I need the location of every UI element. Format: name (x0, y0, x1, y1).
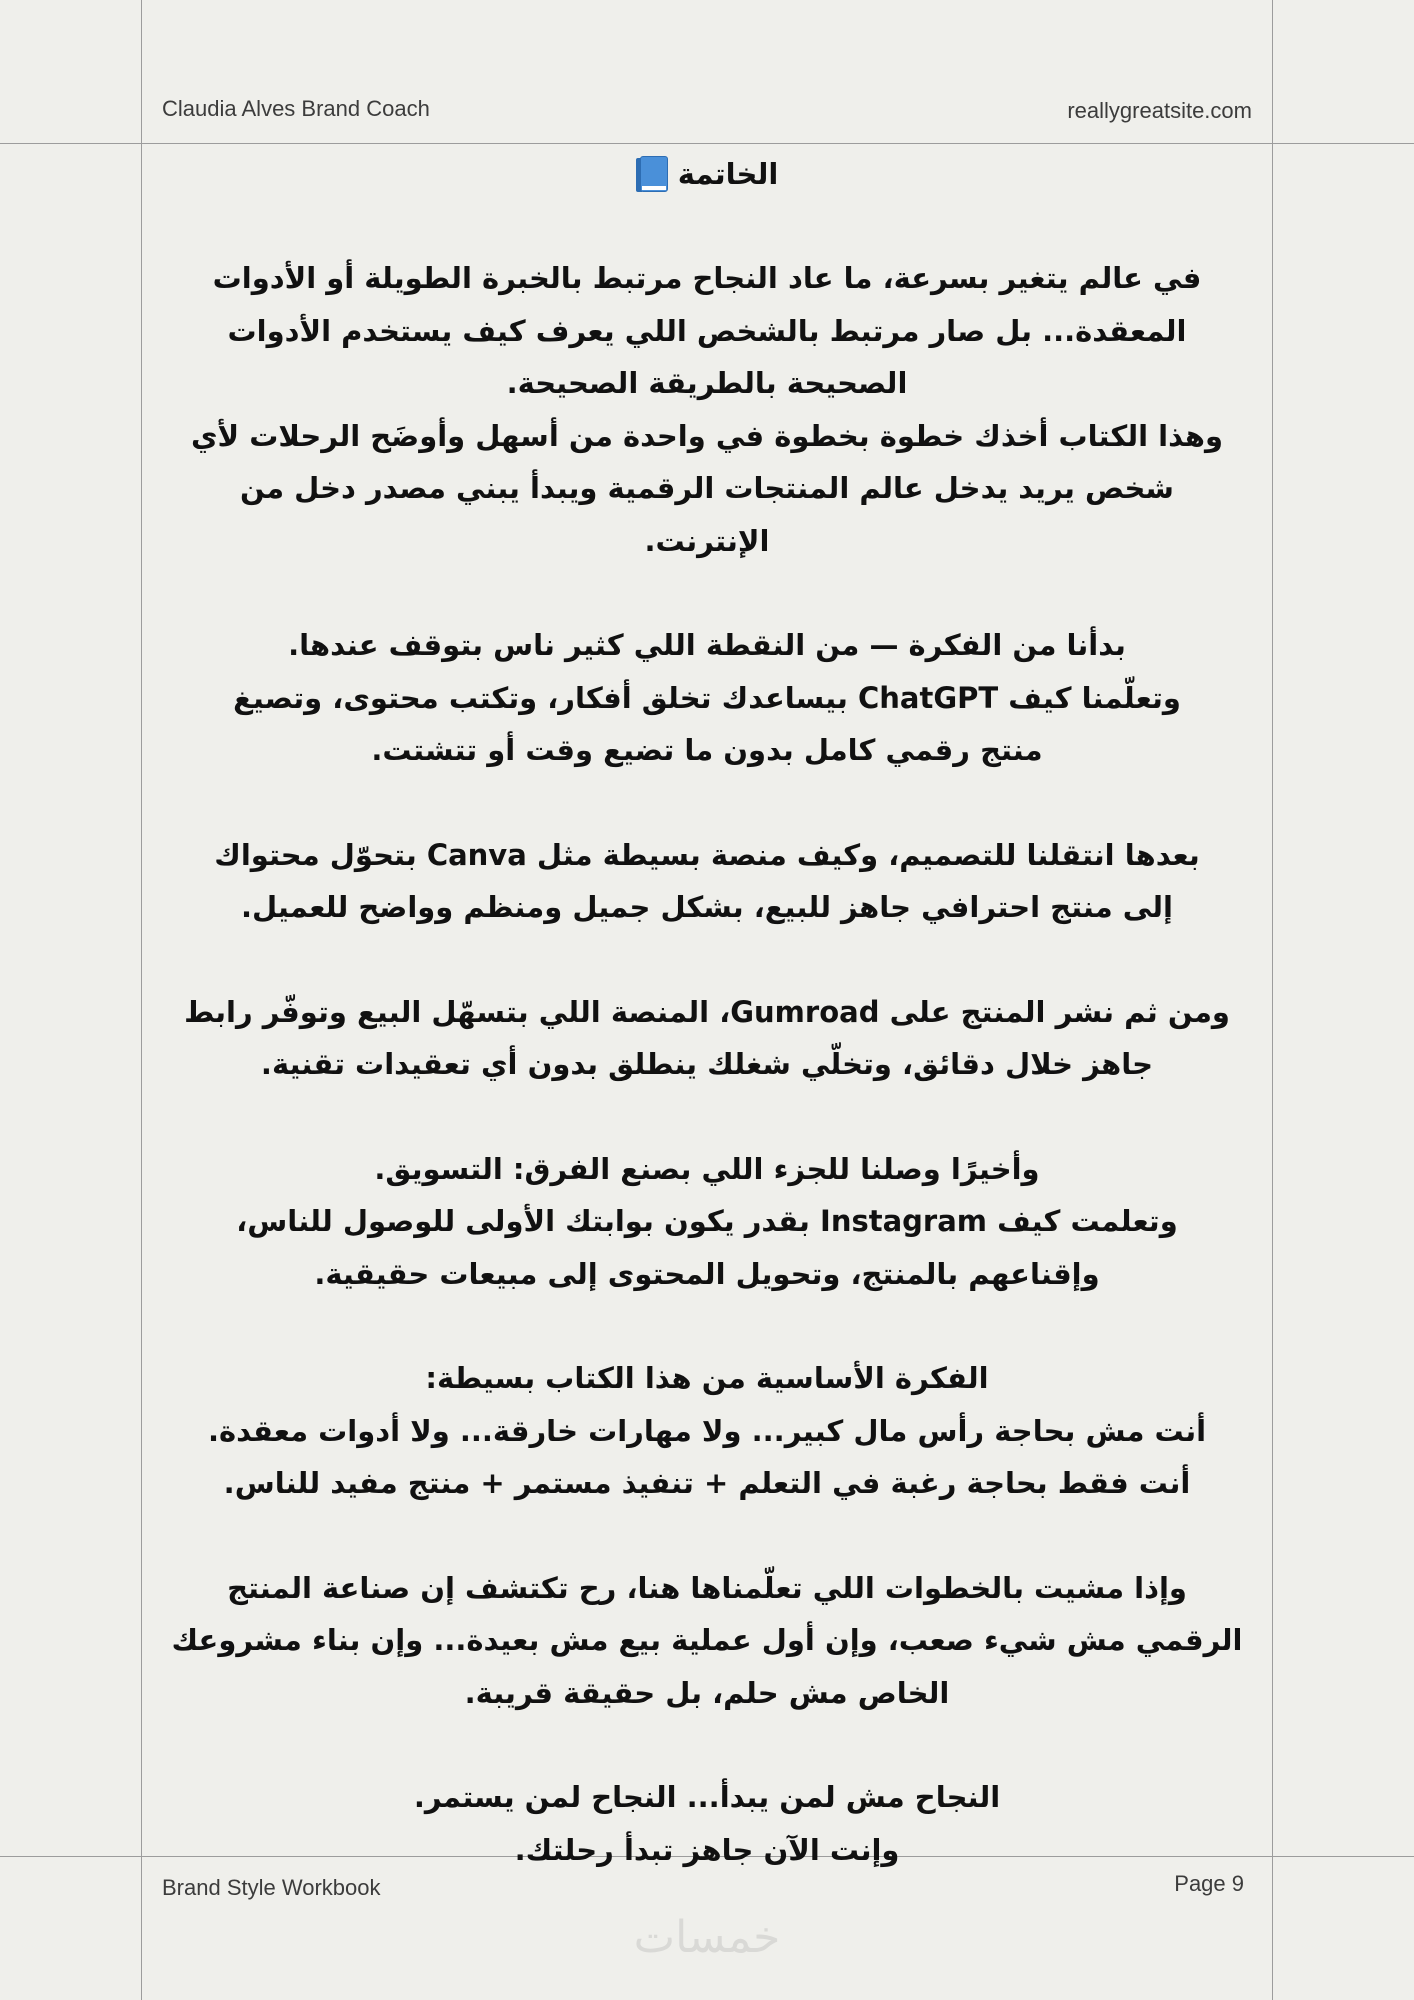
paragraph-line: ومن ثم نشر المنتج على Gumroad، المنصة اللي بتسهّل البيع وتوفّر رابط (184, 994, 1230, 1029)
paragraph-line: وأخيرًا وصلنا للجزء اللي بصنع الفرق: التسويق. (374, 1151, 1040, 1186)
paragraph-line: وتعلّمنا كيف ChatGPT بيساعدك تخلق أفكار، وتكتب محتوى، وتصيغ (233, 680, 1181, 715)
right-margin-line (1272, 0, 1273, 2000)
paragraph-line: وإذا مشيت بالخطوات اللي تعلّمناها هنا، رح تكتشف إن صناعة المنتج (227, 1570, 1187, 1605)
paragraph (160, 619, 1254, 777)
book-icon (636, 156, 666, 192)
paragraph-line: وإنت الآن جاهز تبدأ رحلتك. (514, 1832, 900, 1867)
paragraph (160, 1771, 1254, 1876)
paragraph-line: الرقمي مش شيء صعب، وإن أول عملية بيع مش بعيدة... وإن بناء مشروعك (171, 1623, 1243, 1657)
paragraph (160, 986, 1254, 1091)
paragraph-line: بدأنا من الفكرة — من النقطة اللي كثير ناس بتوقف عندها. (288, 628, 1126, 662)
paragraph (160, 829, 1254, 934)
paragraph-line: إلى منتج احترافي جاهز للبيع، بشكل جميل ومنظم وواضح للعميل. (241, 890, 1173, 924)
section-title (160, 148, 1254, 200)
paragraph-line: الصحيحة بالطريقة الصحيحة. (506, 366, 908, 400)
paragraph-line: جاهز خلال دقائق، وتخلّي شغلك ينطلق بدون أي تعقيدات تقنية. (260, 1047, 1154, 1081)
paragraph-line: المعقدة... بل صار مرتبط بالشخص اللي يعرف كيف يستخدم الأدوات (227, 313, 1187, 348)
paragraph-line: الفكرة الأساسية من هذا الكتاب بسيطة: (425, 1361, 989, 1395)
paragraph-line: بعدها انتقلنا للتصميم، وكيف منصة بسيطة مثل Canva بتحوّل محتواك (214, 837, 1200, 872)
paragraph-line: وإقناعهم بالمنتج، وتحويل المحتوى إلى مبيعات حقيقية. (314, 1256, 1100, 1291)
paragraph-line: الخاص مش حلم، بل حقيقة قريبة. (464, 1675, 950, 1710)
header-divider (0, 143, 1414, 144)
header-website: reallygreatsite.com (1067, 98, 1252, 123)
footer-workbook-title: Brand Style Workbook (162, 1875, 381, 1900)
paragraph-line: في عالم يتغير بسرعة، ما عاد النجاح مرتبط بالخبرة الطويلة أو الأدوات (212, 261, 1202, 295)
paragraph (160, 1352, 1254, 1510)
page-content (160, 148, 1254, 1928)
paragraph (160, 252, 1254, 567)
paragraph-line: الإنترنت. (644, 523, 770, 558)
section-title-text: الخاتمة (677, 156, 779, 191)
paragraph-line: منتج رقمي كامل بدون ما تضيع وقت أو تتشتت. (371, 733, 1043, 767)
paragraph-line: أنت فقط بحاجة رغبة في التعلم + تنفيذ مستمر + منتج مفيد للناس. (223, 1466, 1191, 1500)
paragraph-line: النجاح مش لمن يبدأ... النجاح لمن يستمر. (413, 1780, 1001, 1814)
watermark-logo: خمسات (633, 1912, 781, 1963)
paragraphs (160, 252, 1254, 1876)
paragraph (160, 1562, 1254, 1720)
paragraph (160, 1143, 1254, 1301)
paragraph-line: وهذا الكتاب أخذك خطوة بخطوة في واحدة من أسهل وأوضَح الرحلات لأي (190, 418, 1224, 453)
paragraph-line: وتعلمت كيف Instagram بقدر يكون بوابتك الأولى للوصول للناس، (236, 1204, 1178, 1238)
paragraph-line: أنت مش بحاجة رأس مال كبير... ولا مهارات خارقة... ولا أدوات معقدة. (207, 1413, 1207, 1448)
footer-page-number: Page 9 (1174, 1871, 1244, 1896)
left-margin-line (141, 0, 142, 2000)
header-brand-name: Claudia Alves Brand Coach (162, 96, 430, 121)
paragraph-line: شخص يريد يدخل عالم المنتجات الرقمية ويبدأ يبني مصدر دخل من (240, 471, 1174, 505)
